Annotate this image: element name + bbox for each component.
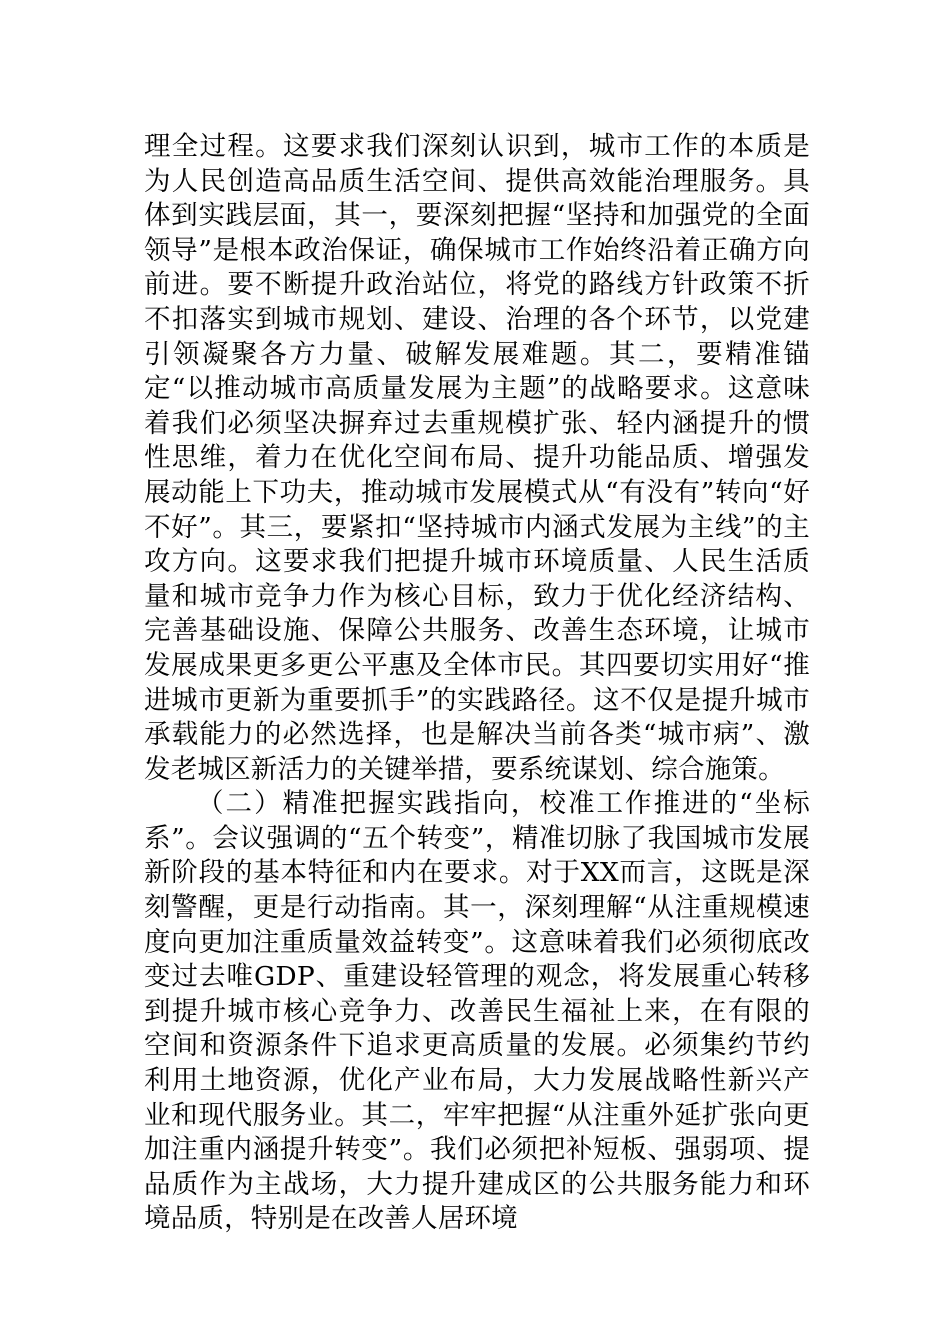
paragraph-section-two: （二）精准把握实践指向，校准工作推进的“坐标系”。会议强调的“五个转变”，精准切脉了我国城市发展新阶段的基本特征和内在要求。对于XX而言，这既是深刻警醒，更是行动指南。其一，深刻理解“从注重规模速度向更加注重质量效益转变”。这意味着我们必须彻底改变过去唯GDP、重建设轻管理的观念，将发展重心转移到提升城市核心竞争力、改善民生福祉上来，在有限的空间和资源条件下追求更高质量的发展。必须集约节约利用土地资源，优化产业布局，大力发展战略性新兴产业和现代服务业。其二，牢牢把握“从注重外延扩张向更加注重内涵提升转变”。我们必须把补短板、强弱项、提品质作为主战场，大力提升建成区的公共服务能力和环境品质，特别是在改善人居环境 [144,788,810,1235]
document-body [144,130,810,1237]
paragraph-continued: 理全过程。这要求我们深刻认识到，城市工作的本质是为人民创造高品质生活空间、提供高效能治理服务。具体到实践层面，其一，要深刻把握“坚持和加强党的全面领导”是根本政治保证，确保城市工作始终沿着正确方向前进。要不断提升政治站位，将党的路线方针政策不折不扣落实到城市规划、建设、治理的各个环节，以党建引领凝聚各方力量、破解发展难题。其二，要精准锚定“以推动城市高质量发展为主题”的战略要求。这意味着我们必须坚决摒弃过去重规模扩张、轻内涵提升的惯性思维，着力在优化空间布局、提升功能品质、增强发展动能上下功夫，推动城市发展模式从“有没有”转向“好不好”。其三，要紧扣“坚持城市内涵式发展为主线”的主攻方向。这要求我们把提升城市环境质量、人民生活质量和城市竞争力作为核心目标，致力于优化经济结构、完善基础设施、保障公共服务、改善生态环境，让城市发展成果更多更公平惠及全体市民。其四要切实用好“推进城市更新为重要抓手”的实践路径。这不仅是提升城市承载能力的必然选择，也是解决当前各类“城市病”、激发老城区新活力的关键举措，要系统谋划、综合施策。 [144,131,810,785]
